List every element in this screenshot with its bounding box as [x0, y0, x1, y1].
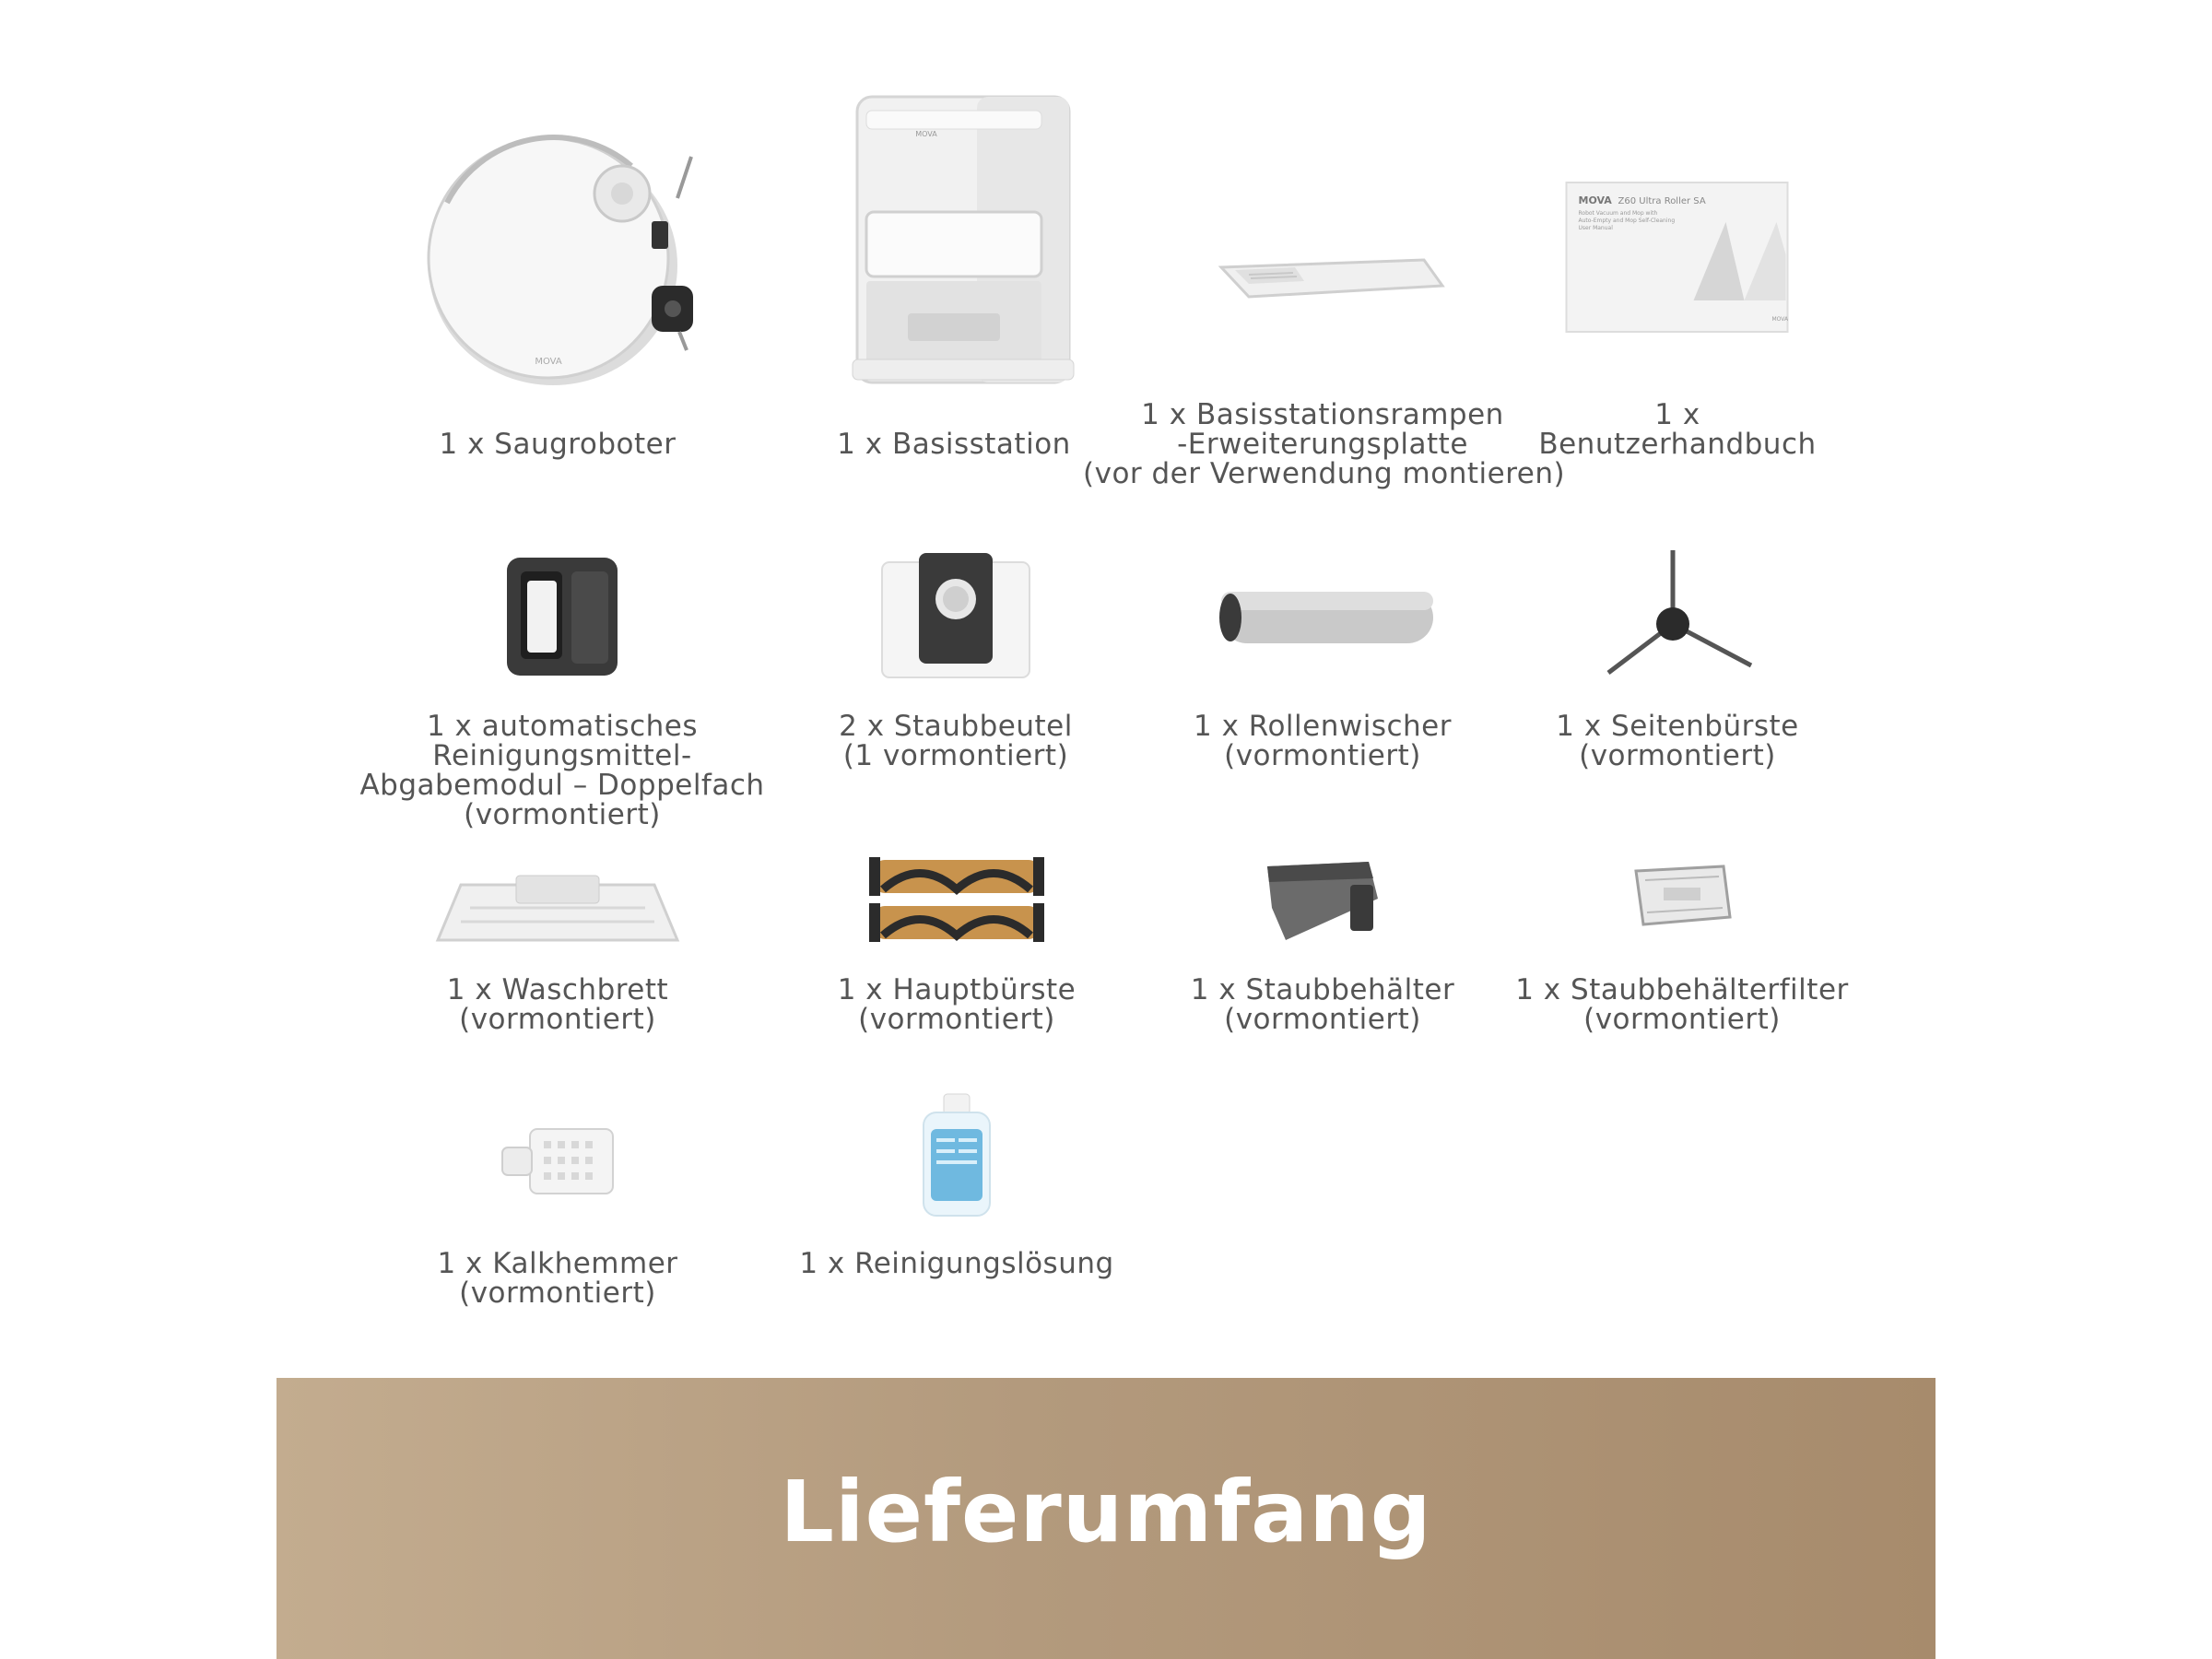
station-brand-text: MOVA [915, 130, 937, 138]
item-label: 1 x Seitenbürste (vormontiert) [1556, 710, 1799, 772]
robot-brand-text: MOVA [535, 357, 562, 367]
cleaning-solution-bottle-image [911, 1092, 1003, 1221]
roller-mop-image [1203, 581, 1442, 654]
svg-text:MOVA: MOVA [1771, 316, 1789, 323]
item-staubbehaelterfilter [1442, 839, 1922, 1051]
svg-text:Auto-Empty and Mop Self-Cleani: Auto-Empty and Mop Self-Cleaning [1578, 218, 1676, 224]
item-label: 1 x automatisches Reinigungsmittel- Abgabemodul – Doppelfach (vormontiert) [359, 710, 765, 831]
item-label: 1 x Basisstation [837, 428, 1071, 461]
item-reinigungsloesung [717, 1092, 1196, 1313]
dust-bin-image [1258, 853, 1387, 945]
detergent-module-image [498, 548, 627, 687]
item-label: 1 x Rollenwischer (vormontiert) [1194, 710, 1452, 772]
dust-bin-filter-image [1627, 862, 1737, 935]
svg-text:Robot Vacuum and Mop with: Robot Vacuum and Mop with [1578, 210, 1658, 217]
limescale-inhibitor-image [493, 1115, 622, 1207]
item-label: 1 x Reinigungslösung [799, 1247, 1114, 1280]
item-label: 1 x Waschbrett (vormontiert) [446, 973, 669, 1036]
item-label: 2 x Staubbeutel (1 vormontiert) [839, 710, 1073, 772]
user-manual-image [1565, 181, 1791, 337]
svg-text:User Manual: User Manual [1578, 225, 1613, 231]
dust-bag-image [873, 548, 1039, 687]
item-label: 1 x Benutzerhandbuch [1538, 398, 1817, 461]
item-label: 1 x Staubbehälterfilter (vormontiert) [1515, 973, 1849, 1036]
manual-brand-text: MOVA [1578, 194, 1612, 206]
robot-vacuum-image [410, 111, 705, 406]
manual-model-text: Z60 Ultra Roller SA [1618, 196, 1706, 206]
item-benutzerhandbuch [1438, 92, 1917, 479]
item-label: 1 x Staubbehälter (vormontiert) [1190, 973, 1455, 1036]
main-brush-image [865, 853, 1049, 954]
item-label: 1 x Saugroboter [439, 428, 677, 461]
side-brush-image [1594, 546, 1760, 693]
item-label: 1 x Kalkhemmer (vormontiert) [437, 1247, 678, 1310]
item-label: 1 x Basisstationsrampen -Erweiterungsplatte (vor der Verwendung montieren) [1083, 398, 1566, 490]
item-seitenbuerste [1438, 535, 1917, 811]
title-banner [276, 1378, 1936, 1659]
wash-board-image [433, 848, 682, 949]
ramp-extension-plate-image [1194, 240, 1452, 313]
base-station-image [820, 92, 1088, 387]
item-label: 1 x Hauptbürste (vormontiert) [837, 973, 1077, 1036]
banner-title: Lieferumfang [780, 1463, 1432, 1561]
